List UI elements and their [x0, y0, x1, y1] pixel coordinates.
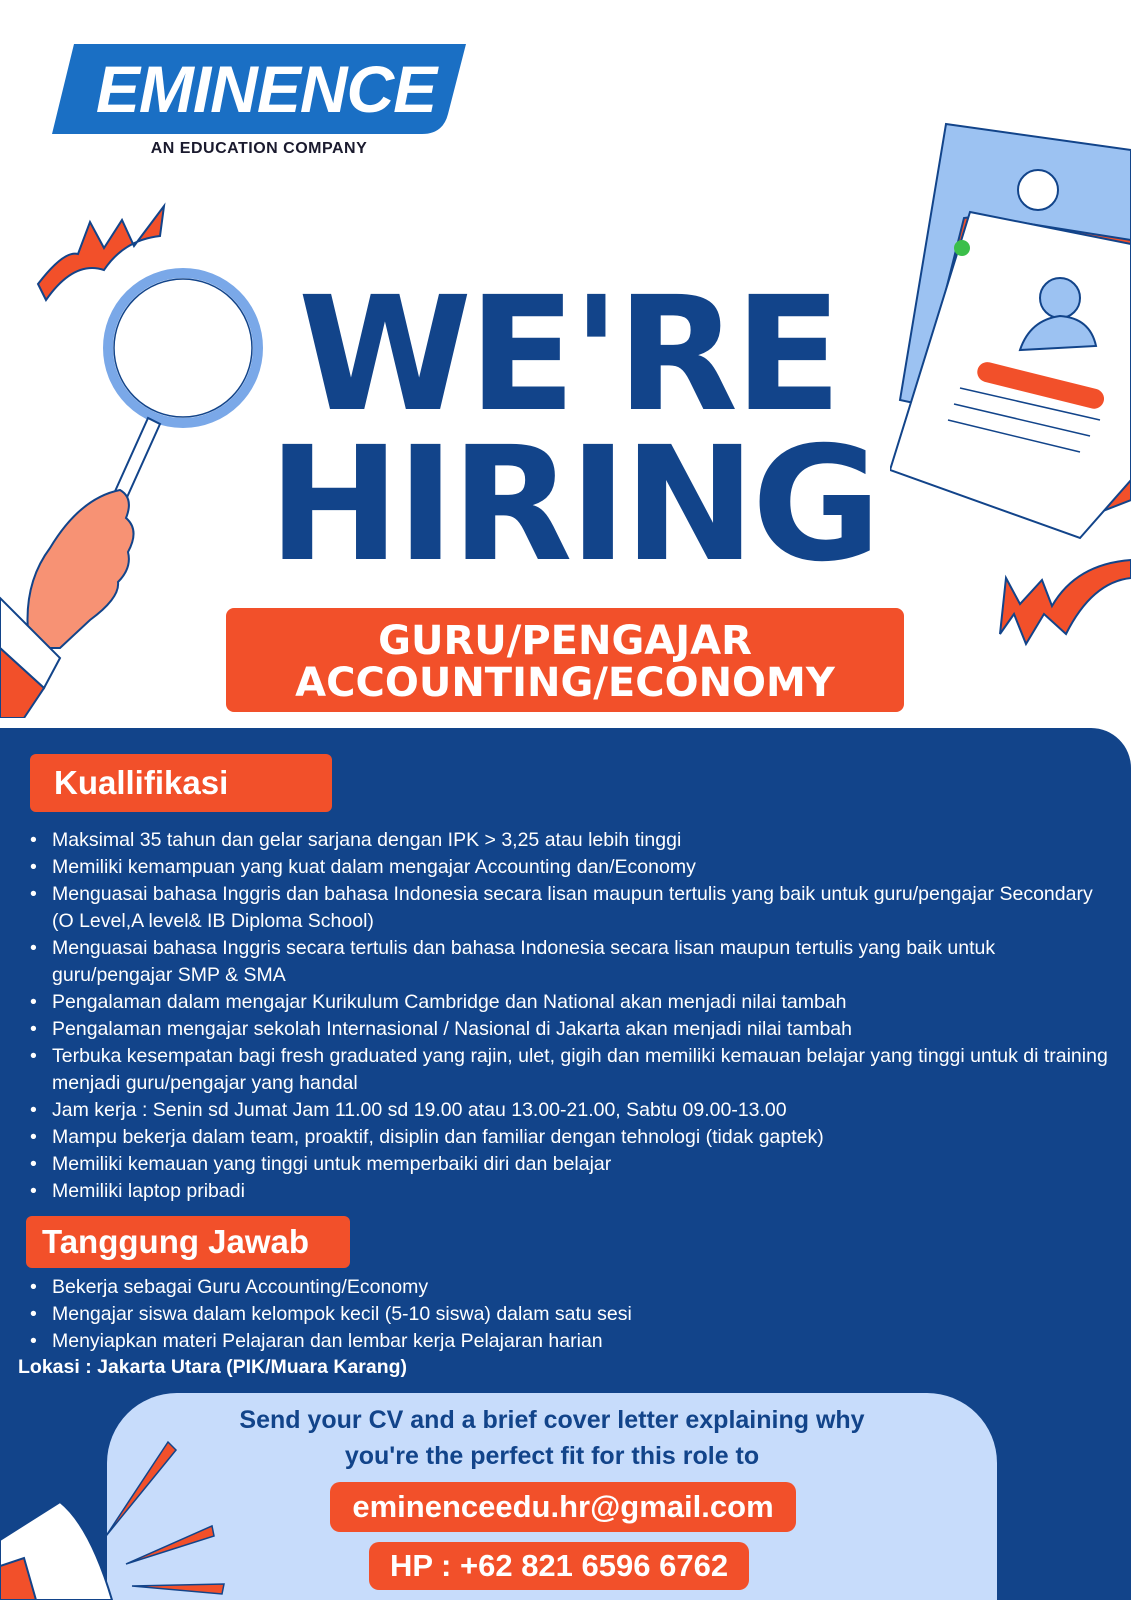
list-item: • Memiliki laptop pribadi: [24, 1178, 1114, 1205]
list-item: • Jam kerja : Senin sd Jumat Jam 11.00 sd 19.00 atau 13.00-21.00, Sabtu 09.00-13.00: [24, 1097, 1114, 1124]
responsibilities-heading: Tanggung Jawab: [26, 1216, 350, 1268]
logo-tagline: AN EDUCATION COMPANY: [150, 140, 368, 157]
list-item: • Menguasai bahasa Inggris dan bahasa Indonesia secara lisan maupun tertulis yang baik untuk guru/pengajar Secondary (O Level,A level& IB Diploma School): [24, 881, 1114, 935]
contact-instructions: [107, 1402, 997, 1474]
contact-line-1: Send your CV and a brief cover letter explaining why: [239, 1406, 865, 1434]
resume-documents-icon: [890, 120, 1131, 540]
headline-line-2: HIRING: [268, 413, 878, 597]
list-item: • Menyiapkan materi Pelajaran dan lembar kerja Pelajaran harian: [24, 1328, 1114, 1355]
logo-wordmark: EMINENCE: [95, 52, 437, 126]
email-link[interactable]: eminenceedu.hr@gmail.com: [330, 1482, 796, 1532]
brand-logo: [52, 44, 466, 164]
qualifications-heading: Kuallifikasi: [30, 754, 332, 812]
position-line-2: ACCOUNTING/ECONOMY: [295, 660, 835, 706]
headline-line-1: WE'RE: [297, 263, 839, 447]
list-item: • Terbuka kesempatan bagi fresh graduated yang rajin, ulet, gigih dan memiliki kemauan belajar yang tinggi untuk di training menjadi guru/pengajar yang handal: [24, 1043, 1114, 1097]
location-text: Lokasi : Jakarta Utara (PIK/Muara Karang): [18, 1356, 408, 1378]
contact-line-2: you're the perfect fit for this role to: [344, 1442, 760, 1470]
list-item: • Memiliki kemauan yang tinggi untuk memperbaiki diri dan belajar: [24, 1151, 1114, 1178]
position-line-1: GURU/PENGAJAR: [378, 618, 752, 664]
headline: [268, 263, 878, 597]
list-item: • Memiliki kemampuan yang kuat dalam mengajar Accounting dan/Economy: [24, 854, 1114, 881]
list-item: • Pengalaman dalam mengajar Kurikulum Cambridge dan National akan menjadi nilai tambah: [24, 989, 1114, 1016]
list-item: • Mengajar siswa dalam kelompok kecil (5-10 siswa) dalam satu sesi: [24, 1301, 1114, 1328]
list-item: • Maksimal 35 tahun dan gelar sarjana dengan IPK > 3,25 atau lebih tinggi: [24, 827, 1114, 854]
list-item: • Bekerja sebagai Guru Accounting/Economy: [24, 1274, 1114, 1301]
burst-decoration-right-icon: [996, 554, 1131, 654]
list-item: • Pengalaman mengajar sekolah Internasional / Nasional di Jakarta akan menjadi nilai tambah: [24, 1016, 1114, 1043]
list-item: • Mampu bekerja dalam team, proaktif, disiplin dan familiar dengan tehnologi (tidak gaptek): [24, 1124, 1114, 1151]
position-banner: [226, 608, 904, 712]
qualifications-list: [24, 827, 1114, 1205]
list-item: • Menguasai bahasa Inggris secara tertulis dan bahasa Indonesia secara lisan maupun tertulis yang baik untuk guru/pengajar SMP & SMA: [24, 935, 1114, 989]
phone-number[interactable]: HP : +62 821 6596 6762: [369, 1542, 749, 1590]
responsibilities-list: [24, 1274, 1114, 1355]
